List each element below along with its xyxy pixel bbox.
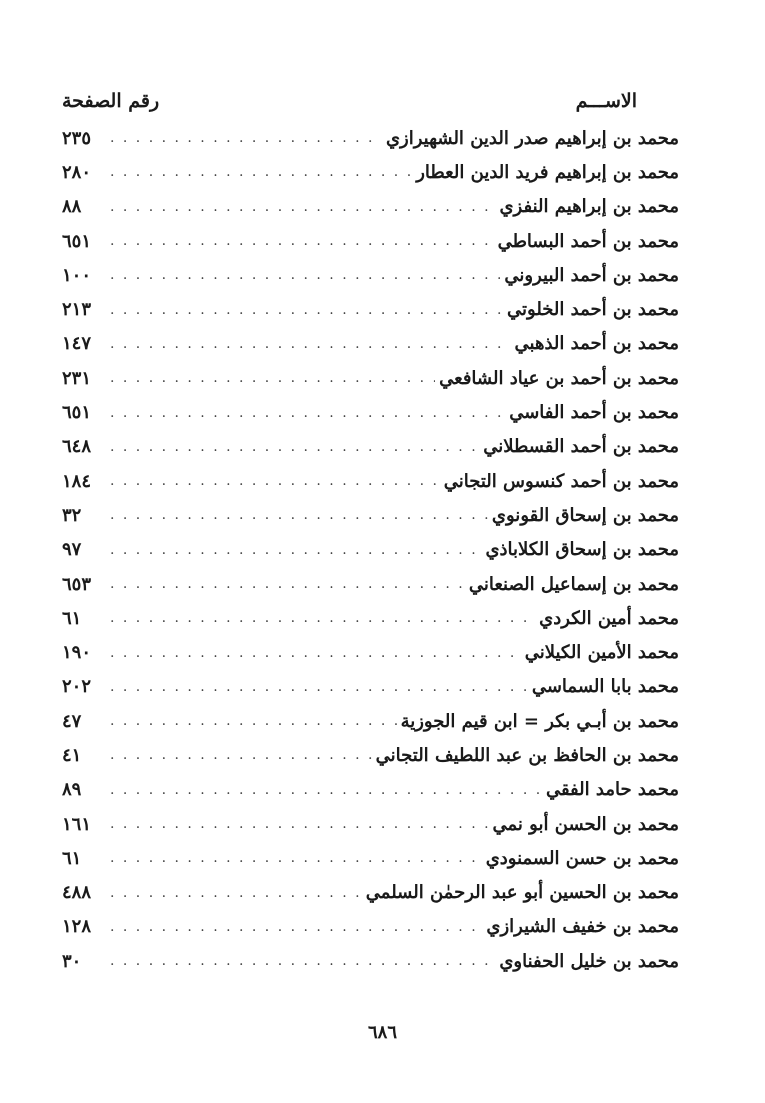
leader-dots [110, 850, 482, 866]
entry-name: محمد بن أحمد بن عياد الشافعي [439, 367, 679, 389]
entry-page-number: ٦٥٣ [62, 573, 92, 595]
leader-dots [110, 713, 397, 729]
index-entry [62, 876, 679, 910]
index-list [62, 121, 679, 978]
entry-page-number: ٨٩ [62, 779, 82, 801]
entry-name: محمد بن أحمد القسطلاني [483, 436, 679, 458]
entry-name: محمد بن أحمد كنسوس التجاني [443, 470, 679, 492]
index-entry [62, 704, 679, 738]
index-entry [62, 155, 679, 189]
entry-page-number: ٣٢ [62, 504, 82, 526]
leader-dots [110, 816, 489, 832]
leader-dots [110, 233, 494, 249]
entry-page-number: ٦٥١ [62, 230, 92, 252]
page-number: ٦٨٦ [367, 1022, 397, 1043]
entry-name: محمد بن أحمد البساطي [497, 230, 679, 252]
index-entry [62, 258, 679, 292]
index-entry [62, 292, 679, 326]
entry-name: محمد بن إبراهيم فريد الدين العطار [416, 161, 679, 183]
entry-page-number: ٢٨٠ [62, 161, 92, 183]
entry-name: محمد بن إسماعيل الصنعاني [468, 573, 679, 595]
entry-page-number: ١٠٠ [62, 264, 92, 286]
entry-name: محمد بن إبراهيم صدر الدين الشهيرازي [385, 127, 679, 149]
entry-page-number: ٤١ [62, 744, 82, 766]
index-entry [62, 224, 679, 258]
entry-page-number: ٤٧ [62, 710, 82, 732]
index-entry [62, 498, 679, 532]
leader-dots [110, 645, 521, 661]
entry-page-number: ٤٨٨ [62, 882, 92, 904]
entry-name: محمد بن أحمد الذهبي [514, 333, 679, 355]
leader-dots [110, 302, 503, 318]
entry-name: محمد بن الحسين أبو عبد الرحمٰن السلمي [365, 882, 679, 904]
index-entry [62, 567, 679, 601]
index-entry [62, 533, 679, 567]
leader-dots [110, 576, 465, 592]
index-entry [62, 327, 679, 361]
entry-name: محمد بن إسحاق القونوي [491, 504, 679, 526]
index-entry [62, 190, 679, 224]
entry-page-number: ٢٣١ [62, 367, 92, 389]
entry-page-number: ١٢٨ [62, 916, 92, 938]
index-entry [62, 601, 679, 635]
entry-page-number: ١٦١ [62, 813, 92, 835]
index-entry [62, 910, 679, 944]
leader-dots [110, 953, 495, 969]
entry-name: محمد أمين الكردي [539, 607, 679, 629]
index-entry [62, 670, 679, 704]
index-entry [62, 430, 679, 464]
leader-dots [110, 679, 528, 695]
leader-dots [110, 473, 440, 489]
entry-page-number: ٦٥١ [62, 402, 92, 424]
entry-name: محمد بن حسن السمنودي [485, 847, 679, 869]
leader-dots [110, 885, 362, 901]
entry-page-number: ٣٠ [62, 950, 82, 972]
leader-dots [110, 782, 542, 798]
leader-dots [110, 610, 535, 626]
entry-page-number: ٢١٣ [62, 299, 92, 321]
page-column-heading: رقم الصفحة [62, 90, 160, 112]
index-entry [62, 944, 679, 978]
entry-name: محمد بن الحسن أبو نمي [492, 813, 679, 835]
entry-page-number: ٦١ [62, 607, 82, 629]
entry-page-number: ٦٤٨ [62, 436, 92, 458]
leader-dots [110, 439, 479, 455]
index-entry [62, 121, 679, 155]
leader-dots [110, 370, 435, 386]
entry-page-number: ٦١ [62, 847, 82, 869]
index-entry [62, 395, 679, 429]
leader-dots [110, 199, 495, 215]
index-entry [62, 464, 679, 498]
name-column-heading: الاســـم [575, 90, 637, 112]
entry-name: محمد بن أبـي بكر = ابن قيم الجوزية [400, 710, 679, 732]
entry-page-number: ١٤٧ [62, 333, 92, 355]
index-entry [62, 807, 679, 841]
entry-page-number: ١٨٤ [62, 470, 92, 492]
entry-name: محمد بن أحمد الخلوتي [507, 299, 679, 321]
leader-dots [110, 267, 500, 283]
entry-name: محمد بن خليل الحفناوي [499, 950, 679, 972]
index-entry [62, 738, 679, 772]
entry-name: محمد بن الحافظ بن عبد اللطيف التجاني [375, 744, 679, 766]
entry-page-number: ٢٠٢ [62, 676, 92, 698]
entry-page-number: ١٩٠ [62, 642, 92, 664]
leader-dots [110, 130, 382, 146]
entry-name: محمد بن إسحاق الكلاباذي [485, 539, 679, 561]
leader-dots [110, 542, 481, 558]
entry-page-number: ٩٧ [62, 539, 82, 561]
entry-name: محمد الأمين الكيلاني [524, 642, 679, 664]
leader-dots [110, 164, 412, 180]
index-header [62, 86, 637, 116]
entry-name: محمد بن إبراهيم النفزي [499, 196, 679, 218]
index-entry [62, 773, 679, 807]
leader-dots [110, 336, 511, 352]
entry-name: محمد حامد الفقي [545, 779, 679, 801]
entry-name: محمد بن خفيف الشيرازي [486, 916, 679, 938]
index-entry [62, 841, 679, 875]
entry-page-number: ٨٨ [62, 196, 82, 218]
leader-dots [110, 507, 488, 523]
entry-name: محمد بن أحمد الفاسي [509, 402, 679, 424]
leader-dots [110, 405, 505, 421]
index-entry [62, 635, 679, 669]
entry-name: محمد بابا السماسي [531, 676, 679, 698]
entry-name: محمد بن أحمد البيروني [504, 264, 679, 286]
index-entry [62, 361, 679, 395]
leader-dots [110, 919, 482, 935]
leader-dots [110, 747, 372, 763]
entry-page-number: ٢٣٥ [62, 127, 92, 149]
